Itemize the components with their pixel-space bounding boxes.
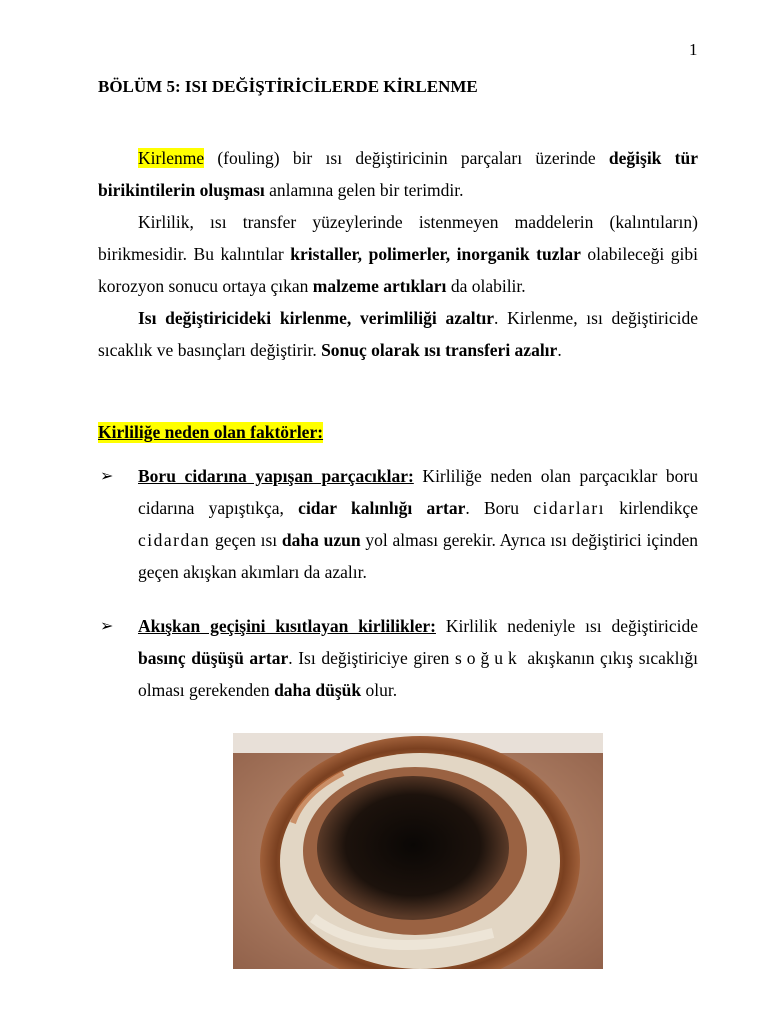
text: Kirlilik nedeniyle ısı değiştiricide (435, 616, 698, 636)
text: . (557, 340, 562, 360)
text: anlamına gelen bir terimdir. (264, 180, 464, 200)
spaced-text: cidardan (138, 530, 211, 550)
bullet-arrow-icon: ➢ (100, 468, 114, 485)
chapter-title: BÖLÜM 5: ISI DEĞİŞTİRİCİLERDE KİRLENME (98, 77, 478, 96)
bold-text: kristaller, polimerler, inorganik tuzlar (290, 244, 581, 264)
text: olabileceği gibi korozyon sonucu ortaya çıkan (98, 244, 698, 296)
text: yol alması gerekir. Ayrıca ısı değiştirici içinden geçen akışkan akımları da azalır. (138, 530, 698, 582)
text: olur. (361, 680, 398, 700)
text: Kirlilik, ısı transfer yüzeylerinde istenmeyen maddelerin (kalıntıların) birikmesidir. Bu kalıntılar (98, 212, 698, 264)
bold-text: daha uzun (281, 530, 361, 550)
paragraph-definition (98, 142, 698, 206)
text: . Kirlenme, ısı değiştiricide sıcaklık ve basınçları değiştirir. (98, 308, 699, 360)
bold-text: Sonuç olarak ısı transferi azalır (321, 340, 558, 360)
pipe-cross-section-icon (233, 733, 603, 969)
bold-text: malzeme artıkları (312, 276, 447, 296)
item-heading: Boru cidarına yapışan parçacıklar: (138, 466, 414, 486)
list-item-flow-restriction (138, 610, 698, 706)
bullet-arrow-icon: ➢ (100, 618, 114, 635)
text: akışkanın çıkış sıcaklığı olması gerekenden (138, 648, 698, 700)
spaced-text: soğuk (454, 648, 522, 668)
text: kirlendikçe (605, 498, 699, 518)
text: da olabilir. (446, 276, 526, 296)
paragraph-efficiency (98, 302, 698, 366)
text: geçen ısı (210, 530, 282, 550)
bold-text: Isı değiştiricideki kirlenme, verimliliği azaltır (138, 308, 495, 328)
list-item-particles (138, 460, 698, 588)
item-heading: Akışkan geçişini kısıtlayan kirlilikler: (138, 616, 436, 636)
spaced-text: cidarları (533, 498, 606, 518)
text: . Boru (465, 498, 534, 518)
fouled-pipe-photo (233, 733, 603, 969)
page-number: 1 (689, 40, 698, 59)
paragraph-residues (98, 206, 698, 302)
text: Kirliliğe neden olan parçacıklar boru cidarına yapıştıkça, (138, 466, 698, 518)
text: . Isı değiştiriciye giren (288, 648, 455, 668)
section-heading: Kirliliğe neden olan faktörler: (98, 422, 324, 442)
bold-text: daha düşük (274, 680, 362, 700)
highlighted-term: Kirlenme (138, 148, 205, 168)
bold-text: basınç düşüşü artar (138, 648, 289, 668)
text: (fouling) bir ısı değiştiricinin parçaları üzerinde (204, 148, 609, 168)
bold-text: değişik tür birikintilerin oluşması (98, 148, 698, 200)
bold-text: cidar kalınlığı artar (298, 498, 466, 518)
